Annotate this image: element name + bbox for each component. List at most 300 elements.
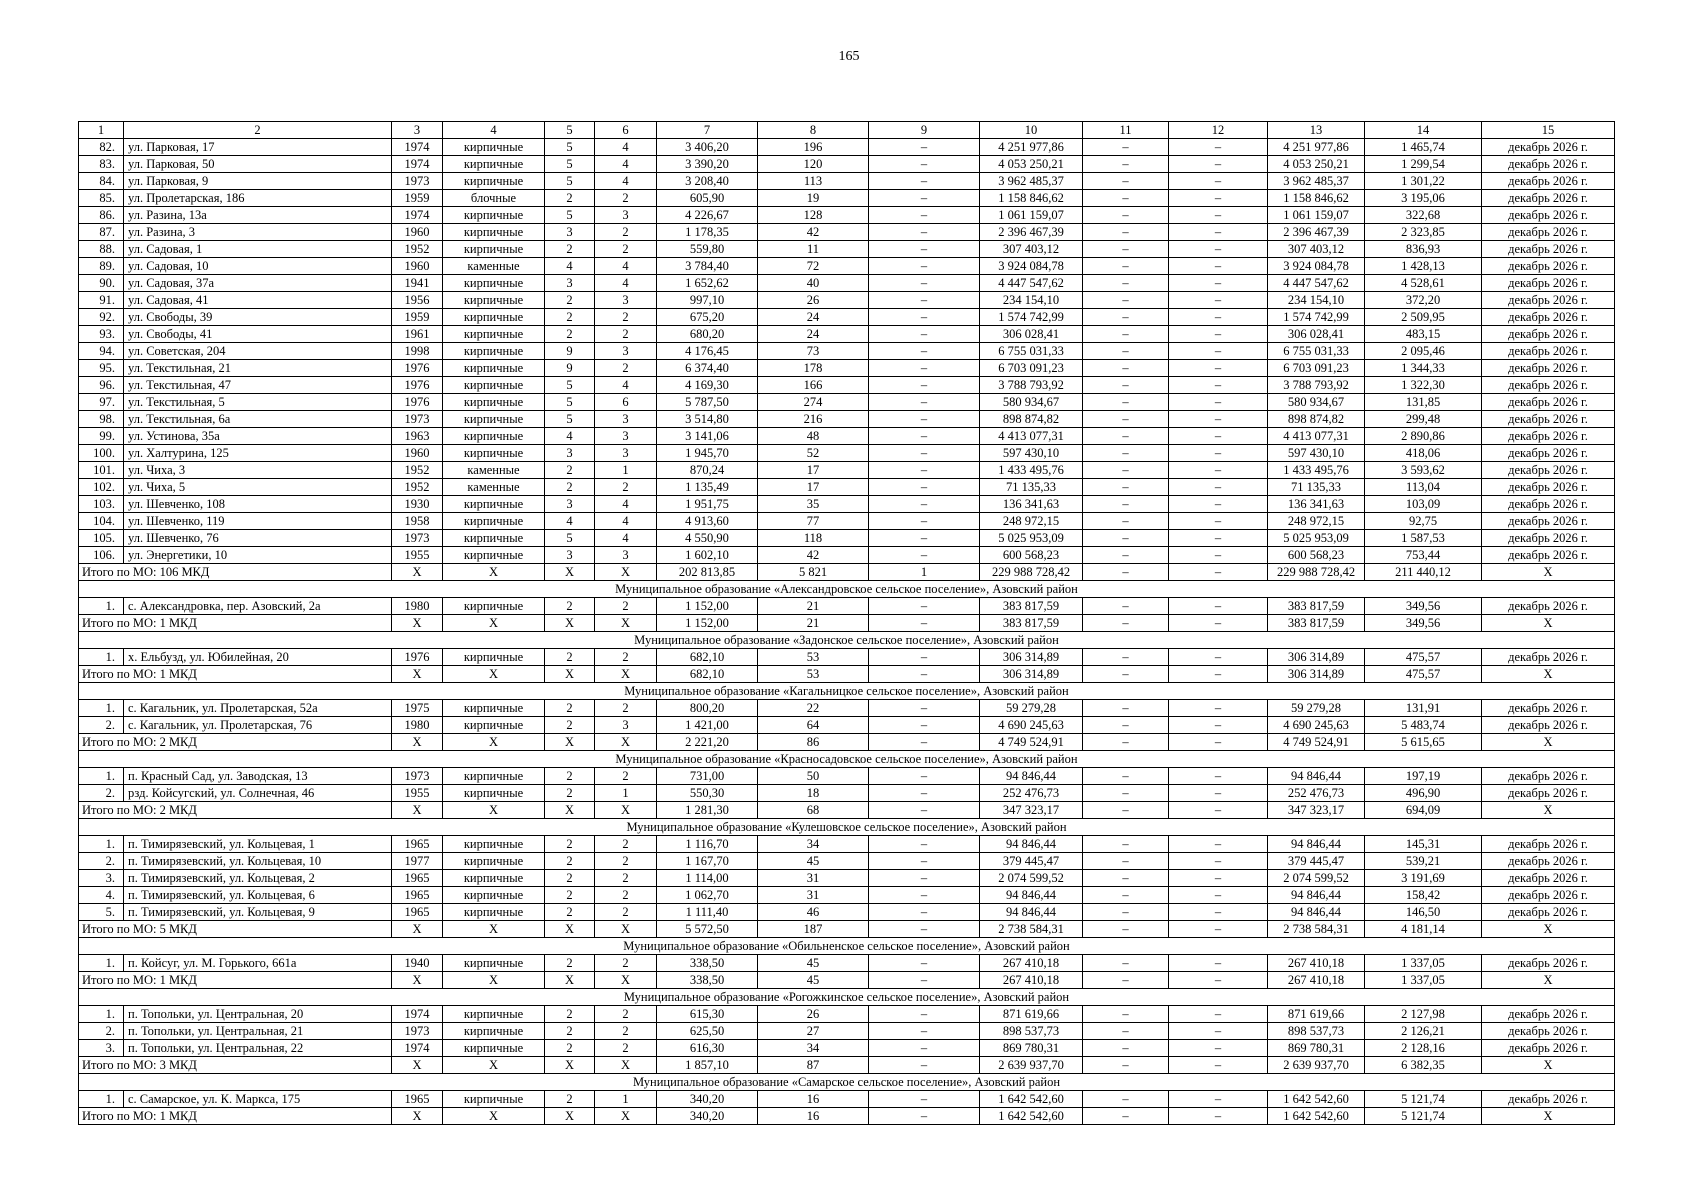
subtotal-cell: 383 817,59 (1268, 615, 1365, 632)
subtotal-cell: – (1083, 802, 1169, 819)
subtotal-label: Итого по МО: 1 МКД (79, 1108, 392, 1125)
subtotal-cell: – (1169, 734, 1268, 751)
table-cell: 5 (545, 411, 595, 428)
table-cell: 71 135,33 (1268, 479, 1365, 496)
address-cell: ул. Халтурина, 125 (124, 445, 392, 462)
row-number: 1. (79, 768, 124, 785)
table-cell: 1959 (392, 190, 443, 207)
table-cell: 166 (758, 377, 869, 394)
subtotal-cell: 2 738 584,31 (1268, 921, 1365, 938)
subtotal-cell: Х (595, 1108, 657, 1125)
table-cell: декабрь 2026 г. (1482, 768, 1615, 785)
table-cell: – (869, 904, 980, 921)
table-cell: 1960 (392, 258, 443, 275)
column-number-header: 9 (869, 122, 980, 139)
table-cell: 496,90 (1365, 785, 1482, 802)
subtotal-cell: Х (595, 615, 657, 632)
table-cell: – (1083, 292, 1169, 309)
table-cell: 2 (595, 224, 657, 241)
table-cell: – (1169, 1040, 1268, 1057)
address-cell: ул. Советская, 204 (124, 343, 392, 360)
table-cell: 4 (595, 275, 657, 292)
subtotal-cell: Х (392, 921, 443, 938)
table-cell: – (1083, 445, 1169, 462)
table-cell: 17 (758, 479, 869, 496)
table-row (79, 547, 1615, 564)
subtotal-label: Итого по МО: 2 МКД (79, 734, 392, 751)
table-cell: 800,20 (657, 700, 758, 717)
table-cell: 539,21 (1365, 853, 1482, 870)
table-cell: 1977 (392, 853, 443, 870)
table-cell: 1965 (392, 836, 443, 853)
table-cell: 625,50 (657, 1023, 758, 1040)
table-cell: декабрь 2026 г. (1482, 360, 1615, 377)
row-number: 84. (79, 173, 124, 190)
table-cell: 1976 (392, 360, 443, 377)
table-cell: кирпичные (443, 428, 545, 445)
row-number: 1. (79, 1006, 124, 1023)
table-cell: 94 846,44 (1268, 836, 1365, 853)
table-cell: – (869, 462, 980, 479)
table-cell: 2 (595, 887, 657, 904)
address-cell: с. Кагальник, ул. Пролетарская, 52а (124, 700, 392, 717)
table-cell: 1 344,33 (1365, 360, 1482, 377)
table-cell: 2 (545, 1040, 595, 1057)
table-cell: 1 061 159,07 (980, 207, 1083, 224)
table-cell: 4 169,30 (657, 377, 758, 394)
table-cell: 2 (545, 836, 595, 853)
table-cell: – (869, 1006, 980, 1023)
table-cell: 1 337,05 (1365, 955, 1482, 972)
table-cell: – (869, 1040, 980, 1057)
table-cell: 94 846,44 (980, 887, 1083, 904)
subtotal-cell: Х (1482, 972, 1615, 989)
table-cell: 2 (545, 887, 595, 904)
table-cell: – (1169, 649, 1268, 666)
subtotal-row (79, 564, 1615, 581)
table-cell: 77 (758, 513, 869, 530)
table-cell: 16 (758, 1091, 869, 1108)
table-cell: – (1169, 258, 1268, 275)
table-cell: кирпичные (443, 904, 545, 921)
table-row (79, 173, 1615, 190)
subtotal-cell: 475,57 (1365, 666, 1482, 683)
municipality-heading: Муниципальное образование «Задонское сельское поселение», Азовский район (79, 632, 1615, 649)
table-cell: 5 (545, 530, 595, 547)
table-row (79, 326, 1615, 343)
subtotal-cell: 2 639 937,70 (1268, 1057, 1365, 1074)
table-cell: 1 945,70 (657, 445, 758, 462)
table-row (79, 224, 1615, 241)
table-cell: 2 890,86 (1365, 428, 1482, 445)
table-cell: кирпичные (443, 156, 545, 173)
table-cell: – (869, 190, 980, 207)
table-cell: 3 195,06 (1365, 190, 1482, 207)
table-cell: 1965 (392, 887, 443, 904)
row-number: 3. (79, 870, 124, 887)
subtotal-cell: – (869, 802, 980, 819)
table-cell: 2 (545, 479, 595, 496)
table-cell: – (1169, 1091, 1268, 1108)
row-number: 89. (79, 258, 124, 275)
table-cell: 1974 (392, 156, 443, 173)
table-cell: 53 (758, 649, 869, 666)
subtotal-cell: Х (392, 802, 443, 819)
table-cell: 615,30 (657, 1006, 758, 1023)
table-cell: – (1083, 513, 1169, 530)
subtotal-row (79, 972, 1615, 989)
table-cell: декабрь 2026 г. (1482, 530, 1615, 547)
column-number-header: 15 (1482, 122, 1615, 139)
address-cell: ул. Устинова, 35а (124, 428, 392, 445)
table-cell: 2 396 467,39 (1268, 224, 1365, 241)
table-cell: 1 322,30 (1365, 377, 1482, 394)
table-cell: 216 (758, 411, 869, 428)
table-cell: 299,48 (1365, 411, 1482, 428)
table-cell: 2 (545, 649, 595, 666)
table-cell: – (1169, 955, 1268, 972)
table-cell: 64 (758, 717, 869, 734)
table-cell: 3 390,20 (657, 156, 758, 173)
subtotal-cell: 1 857,10 (657, 1057, 758, 1074)
subtotal-cell: 694,09 (1365, 802, 1482, 819)
table-cell: 3 924 084,78 (1268, 258, 1365, 275)
subtotal-cell: Х (392, 1057, 443, 1074)
table-cell: 306 028,41 (1268, 326, 1365, 343)
table-cell: – (1083, 326, 1169, 343)
table-cell: – (1083, 258, 1169, 275)
table-cell: 2 (595, 360, 657, 377)
section-heading-row (79, 632, 1615, 649)
table-cell: 1 158 846,62 (980, 190, 1083, 207)
table-row (79, 377, 1615, 394)
table-cell: 1 158 846,62 (1268, 190, 1365, 207)
table-cell: кирпичные (443, 173, 545, 190)
table-cell: 5 (545, 377, 595, 394)
table-cell: 379 445,47 (980, 853, 1083, 870)
table-cell: 45 (758, 853, 869, 870)
table-cell: 559,80 (657, 241, 758, 258)
table-cell: 2 (545, 853, 595, 870)
table-cell: 483,15 (1365, 326, 1482, 343)
table-cell: – (1083, 462, 1169, 479)
subtotal-cell: – (1169, 1057, 1268, 1074)
table-cell: кирпичные (443, 1006, 545, 1023)
table-cell: 2 (595, 598, 657, 615)
table-cell: 4 (595, 156, 657, 173)
table-cell: – (1083, 955, 1169, 972)
table-cell: 2 (595, 309, 657, 326)
table-row (79, 309, 1615, 326)
subtotal-cell: Х (545, 972, 595, 989)
row-number: 100. (79, 445, 124, 462)
table-cell: – (1169, 768, 1268, 785)
subtotal-cell: 86 (758, 734, 869, 751)
table-cell: 1976 (392, 394, 443, 411)
subtotal-cell: Х (1482, 1057, 1615, 1074)
table-cell: 2 396 467,39 (980, 224, 1083, 241)
table-cell: 1 951,75 (657, 496, 758, 513)
subtotal-cell: 1 281,30 (657, 802, 758, 819)
row-number: 98. (79, 411, 124, 428)
column-number-header: 7 (657, 122, 758, 139)
table-cell: 1952 (392, 241, 443, 258)
row-number: 4. (79, 887, 124, 904)
table-cell: 2 (545, 598, 595, 615)
table-cell: 1952 (392, 479, 443, 496)
table-row (79, 598, 1615, 615)
table-cell: 1980 (392, 598, 443, 615)
table-cell: декабрь 2026 г. (1482, 190, 1615, 207)
table-cell: декабрь 2026 г. (1482, 343, 1615, 360)
row-number: 95. (79, 360, 124, 377)
table-cell: 5 (545, 139, 595, 156)
table-row (79, 139, 1615, 156)
table-cell: 675,20 (657, 309, 758, 326)
table-cell: 4 447 547,62 (1268, 275, 1365, 292)
subtotal-row (79, 802, 1615, 819)
table-cell: 475,57 (1365, 649, 1482, 666)
table-cell: 4 413 077,31 (1268, 428, 1365, 445)
table-cell: 5 (545, 173, 595, 190)
table-cell: – (869, 275, 980, 292)
table-cell: 1 299,54 (1365, 156, 1482, 173)
table-cell: кирпичные (443, 700, 545, 717)
table-cell: декабрь 2026 г. (1482, 700, 1615, 717)
table-cell: – (1169, 156, 1268, 173)
table-cell: – (1169, 462, 1268, 479)
table-cell: 2 (595, 1040, 657, 1057)
address-cell: ул. Разина, 3 (124, 224, 392, 241)
table-cell: – (1169, 190, 1268, 207)
address-cell: ул. Энергетики, 10 (124, 547, 392, 564)
table-cell: 2 (545, 870, 595, 887)
address-cell: х. Ельбузд, ул. Юбилейная, 20 (124, 649, 392, 666)
table-cell: декабрь 2026 г. (1482, 513, 1615, 530)
address-cell: ул. Садовая, 37а (124, 275, 392, 292)
table-cell: 4 226,67 (657, 207, 758, 224)
table-cell: – (1083, 547, 1169, 564)
table-row (79, 462, 1615, 479)
subtotal-cell: 1 152,00 (657, 615, 758, 632)
table-cell: – (1083, 139, 1169, 156)
section-heading-row (79, 581, 1615, 598)
municipality-heading: Муниципальное образование «Александровское сельское поселение», Азовский район (79, 581, 1615, 598)
table-cell: 1974 (392, 1006, 443, 1023)
table-cell: кирпичные (443, 496, 545, 513)
table-cell: 997,10 (657, 292, 758, 309)
table-row (79, 241, 1615, 258)
row-number: 101. (79, 462, 124, 479)
table-cell: 869 780,31 (1268, 1040, 1365, 1057)
table-cell: 379 445,47 (1268, 853, 1365, 870)
table-cell: 3 (545, 224, 595, 241)
table-cell: 580 934,67 (1268, 394, 1365, 411)
table-cell: 22 (758, 700, 869, 717)
table-cell: – (869, 513, 980, 530)
table-cell: кирпичные (443, 377, 545, 394)
table-cell: – (869, 139, 980, 156)
table-cell: 178 (758, 360, 869, 377)
table-cell: 3 (545, 547, 595, 564)
row-number: 106. (79, 547, 124, 564)
row-number: 96. (79, 377, 124, 394)
table-cell: 1973 (392, 173, 443, 190)
table-cell: 145,31 (1365, 836, 1482, 853)
column-number-header: 3 (392, 122, 443, 139)
row-number: 1. (79, 1091, 124, 1108)
subtotal-cell: – (869, 666, 980, 683)
table-cell: – (1083, 377, 1169, 394)
table-cell: – (1169, 479, 1268, 496)
table-cell: декабрь 2026 г. (1482, 1006, 1615, 1023)
table-cell: – (1083, 836, 1169, 853)
table-cell: декабрь 2026 г. (1482, 870, 1615, 887)
table-cell: декабрь 2026 г. (1482, 1040, 1615, 1057)
municipality-heading: Муниципальное образование «Красносадовское сельское поселение», Азовский район (79, 751, 1615, 768)
municipality-heading: Муниципальное образование «Самарское сельское поселение», Азовский район (79, 1074, 1615, 1091)
table-cell: 234 154,10 (1268, 292, 1365, 309)
municipality-heading: Муниципальное образование «Кулешовское сельское поселение», Азовский район (79, 819, 1615, 836)
table-cell: 4 413 077,31 (980, 428, 1083, 445)
table-cell: 248 972,15 (980, 513, 1083, 530)
table-row (79, 411, 1615, 428)
table-cell: 26 (758, 1006, 869, 1023)
address-cell: с. Самарское, ул. К. Маркса, 175 (124, 1091, 392, 1108)
table-cell: 418,06 (1365, 445, 1482, 462)
table-cell: 3 (545, 275, 595, 292)
table-cell: – (1169, 887, 1268, 904)
subtotal-cell: Х (1482, 564, 1615, 581)
subtotal-cell: 267 410,18 (1268, 972, 1365, 989)
subtotal-cell: 2 738 584,31 (980, 921, 1083, 938)
table-cell: 46 (758, 904, 869, 921)
table-cell: 17 (758, 462, 869, 479)
table-cell: 94 846,44 (1268, 887, 1365, 904)
address-cell: ул. Чиха, 3 (124, 462, 392, 479)
table-cell: 898 874,82 (1268, 411, 1365, 428)
table-cell: – (869, 598, 980, 615)
table-cell: – (869, 258, 980, 275)
table-cell: декабрь 2026 г. (1482, 1091, 1615, 1108)
subtotal-cell: Х (443, 666, 545, 683)
address-cell: ул. Шевченко, 108 (124, 496, 392, 513)
table-cell: – (1083, 717, 1169, 734)
subtotal-label: Итого по МО: 1 МКД (79, 615, 392, 632)
subtotal-cell: – (1169, 615, 1268, 632)
table-cell: 4 251 977,86 (980, 139, 1083, 156)
table-cell: 3 406,20 (657, 139, 758, 156)
column-number-header: 12 (1169, 122, 1268, 139)
table-row (79, 513, 1615, 530)
table-cell: блочные (443, 190, 545, 207)
table-cell: 2 126,21 (1365, 1023, 1482, 1040)
table-cell: 1959 (392, 309, 443, 326)
table-cell: 870,24 (657, 462, 758, 479)
table-cell: 1 114,00 (657, 870, 758, 887)
table-cell: 2 (595, 479, 657, 496)
address-cell: ул. Текстильная, 47 (124, 377, 392, 394)
table-cell: 1963 (392, 428, 443, 445)
table-cell: декабрь 2026 г. (1482, 462, 1615, 479)
row-number: 88. (79, 241, 124, 258)
subtotal-cell: Х (1482, 734, 1615, 751)
table-cell: – (1083, 207, 1169, 224)
section-heading-row (79, 938, 1615, 955)
table-cell: 1 587,53 (1365, 530, 1482, 547)
subtotal-row (79, 1057, 1615, 1074)
table-cell: 4 (595, 513, 657, 530)
subtotal-cell: Х (595, 921, 657, 938)
subtotal-cell: 6 382,35 (1365, 1057, 1482, 1074)
table-cell: 2 095,46 (1365, 343, 1482, 360)
table-cell: 1 111,40 (657, 904, 758, 921)
column-number-header: 6 (595, 122, 657, 139)
subtotal-cell: 1 642 542,60 (980, 1108, 1083, 1125)
subtotal-cell: 267 410,18 (980, 972, 1083, 989)
table-cell: 18 (758, 785, 869, 802)
table-cell: 136 341,63 (980, 496, 1083, 513)
row-number: 1. (79, 649, 124, 666)
table-cell: кирпичные (443, 955, 545, 972)
table-cell: 2 (545, 700, 595, 717)
table-cell: 2 (545, 1006, 595, 1023)
table-cell: 1965 (392, 870, 443, 887)
subtotal-cell: Х (545, 1057, 595, 1074)
column-number-header: 10 (980, 122, 1083, 139)
table-cell: – (869, 173, 980, 190)
table-cell: – (869, 768, 980, 785)
table-cell: – (1169, 343, 1268, 360)
row-number: 5. (79, 904, 124, 921)
table-cell: 42 (758, 547, 869, 564)
subtotal-row (79, 921, 1615, 938)
table-row (79, 1091, 1615, 1108)
subtotal-cell: 2 639 937,70 (980, 1057, 1083, 1074)
table-cell: 26 (758, 292, 869, 309)
subtotal-cell: – (1169, 802, 1268, 819)
table-cell: 898 874,82 (980, 411, 1083, 428)
table-cell: декабрь 2026 г. (1482, 904, 1615, 921)
table-cell: – (1169, 394, 1268, 411)
table-cell: 52 (758, 445, 869, 462)
table-cell: 5 483,74 (1365, 717, 1482, 734)
table-cell: – (869, 292, 980, 309)
table-cell: 1955 (392, 547, 443, 564)
table-cell: – (1169, 870, 1268, 887)
subtotal-cell: 87 (758, 1057, 869, 1074)
table-cell: – (869, 649, 980, 666)
row-number: 94. (79, 343, 124, 360)
table-row (79, 955, 1615, 972)
table-cell: – (1169, 377, 1268, 394)
subtotal-cell: 1 642 542,60 (1268, 1108, 1365, 1125)
table-cell: 3 208,40 (657, 173, 758, 190)
table-cell: – (1169, 700, 1268, 717)
address-cell: ул. Текстильная, 21 (124, 360, 392, 377)
table-cell: – (1169, 241, 1268, 258)
table-cell: кирпичные (443, 853, 545, 870)
subtotal-cell: Х (1482, 666, 1615, 683)
row-number: 2. (79, 853, 124, 870)
subtotal-cell: 202 813,85 (657, 564, 758, 581)
table-cell: – (869, 853, 980, 870)
table-cell: – (1083, 768, 1169, 785)
column-number-header: 14 (1365, 122, 1482, 139)
table-cell: 871 619,66 (1268, 1006, 1365, 1023)
subtotal-label: Итого по МО: 1 МКД (79, 666, 392, 683)
table-row (79, 1040, 1615, 1057)
